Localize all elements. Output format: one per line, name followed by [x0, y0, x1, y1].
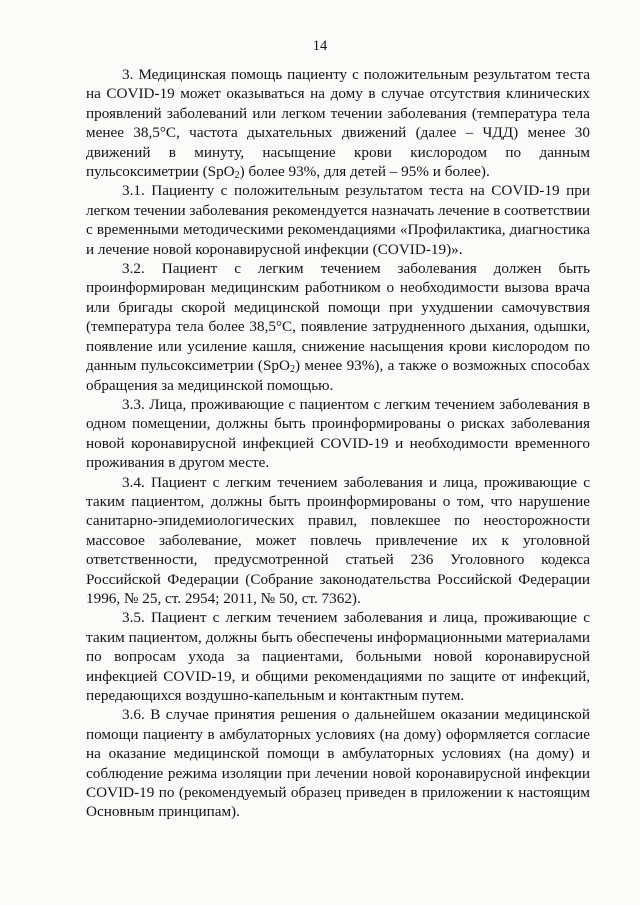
paragraph-3-4: [86, 473, 590, 609]
subscript-text: 2: [234, 170, 240, 182]
paragraph-text: 3.5. Пациент с легким течением заболевания и лица, проживающие с таким пациентом, должны быть обеспечены информационными материалами по вопросам ухода за пациентами, больными новой коронавирусной инфекцией COVID-19, и общими рекомендациями по защите от инфекций, передающихся воздушно-капельным и контактным путем.: [86, 609, 590, 704]
page-number: 14: [312, 38, 328, 54]
paragraph-text: 3.4. Пациент с легким течением заболевания и лица, проживающие с таким пациентом, должны быть проинформированы о том, что нарушение санитарно-эпидемиологических правил, повлекшее по неосторожности массовое заболевание, может повлечь привлечение их к уголовной ответственности, предусмотренной статьей 236 Уголовного кодекса Российской Федерации (Собрание законодательства Российской Федерации 1996, № 25, ст. 2954; 2011, № 50, ст. 7362).: [86, 473, 590, 607]
paragraph-3-6: [86, 705, 590, 821]
paragraph-3-5: [86, 608, 590, 705]
paragraph-3-2: [86, 259, 590, 395]
document-body: [86, 65, 590, 822]
paragraph-text: 3.2. Пациент с легким течением заболевания должен быть проинформирован медицинским работником о необходимости вызова врача или бригады скорой медицинской помощи при ухудшении самочувствия (температура тела более 38,5°С, появление затрудненного дыхания, одышки, появление или усиление кашля, снижение насыщения крови кислородом по данным пульсоксиметрии (SpO: [86, 260, 590, 375]
paragraph-3-3: [86, 395, 590, 473]
subscript-text: 2: [289, 364, 295, 376]
paragraph-text: 3. Медицинская помощь пациенту с положительным результатом теста на COVID-19 может оказываться на дому в случае отсутствия клинических проявлений заболеваний или легком течении заболевания (температура тела менее 38,5°С, частота дыхательных движений (далее – ЧДД) менее 30 движений в минуту, насыщение крови кислородом по данным пульсоксиметрии (SpO: [86, 66, 590, 181]
paragraph-text: ) более 93%, для детей – 95% и более).: [239, 163, 490, 181]
paragraph-text: 3.1. Пациенту с положительным результатом теста на COVID-19 при легком течении заболевания рекомендуется назначать лечение в соответствии с временными методическими рекомендациями «Профилактика, диагностика и лечение новой коронавирусной инфекции (COVID-19)».: [86, 182, 590, 258]
paragraph-text: ) менее 93%), а также о возможных способах обращения за медицинской помощью.: [86, 357, 591, 394]
paragraph-3-1: [86, 181, 590, 259]
paragraph-text: 3.3. Лица, проживающие с пациентом с легким течением заболевания в одном помещении, должны быть проинформированы о рисках заболевания новой коронавирусной инфекцией COVID-19 и необходимости временного проживания в другом месте.: [86, 395, 590, 472]
paragraph-text: 3.6. В случае принятия решения о дальнейшем оказании медицинской помощи пациенту в амбулаторных условиях (на дому) оформляется согласие на оказание медицинской помощи в амбулаторных условиях (на дому) и соблюдение режима изоляции при лечении новой коронавирусной инфекции COVID-19 по (рекомендуемый образец приведен в приложении к настоящим Основным принципам).: [86, 706, 590, 821]
paragraph-3: [86, 65, 590, 181]
